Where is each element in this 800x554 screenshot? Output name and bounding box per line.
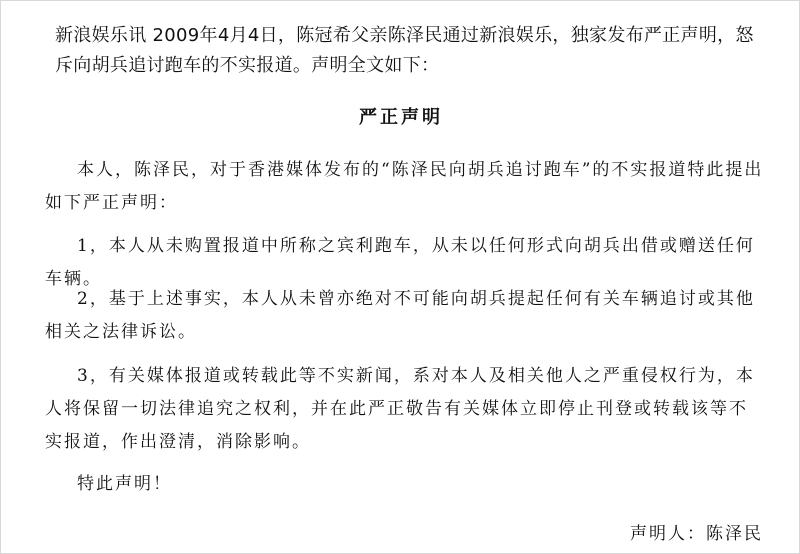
statement-paragraph-2: 2，基于上述事实，本人从未曾亦绝对不可能向胡兵提起任何有关车辆追讨或其他相关之法律诉讼。: [45, 289, 755, 342]
statement-title: 严正声明: [359, 107, 443, 128]
statement-signature: 声明人：陈泽民: [630, 524, 763, 544]
statement-paragraph-3: 3，有关媒体报道或转载此等不实新闻，系对本人及相关他人之严重侵权行为，本人将保留一切法律追究之权利，并在此严正敬告有关媒体立即停止刊登或转载该等不实报道，作出澄清，消除影响。: [45, 366, 755, 452]
statement-closing: 特此声明！: [77, 474, 172, 494]
intro-paragraph: 新浪娱乐讯 2009年4月4日，陈冠希父亲陈泽民通过新浪娱乐，独家发布严正声明，怒斥向胡兵追讨跑车的不实报道。声明全文如下：: [55, 25, 754, 76]
statement-paragraph-1: 1，本人从未购置报道中所称之宾利跑车，从未以任何形式向胡兵出借或赠送任何车辆。: [45, 236, 755, 289]
statement-paragraph-preamble: 本人，陈泽民，对于香港媒体发布的“陈泽民向胡兵追讨跑车”的不实报道特此提出如下严正声明：: [45, 160, 764, 213]
